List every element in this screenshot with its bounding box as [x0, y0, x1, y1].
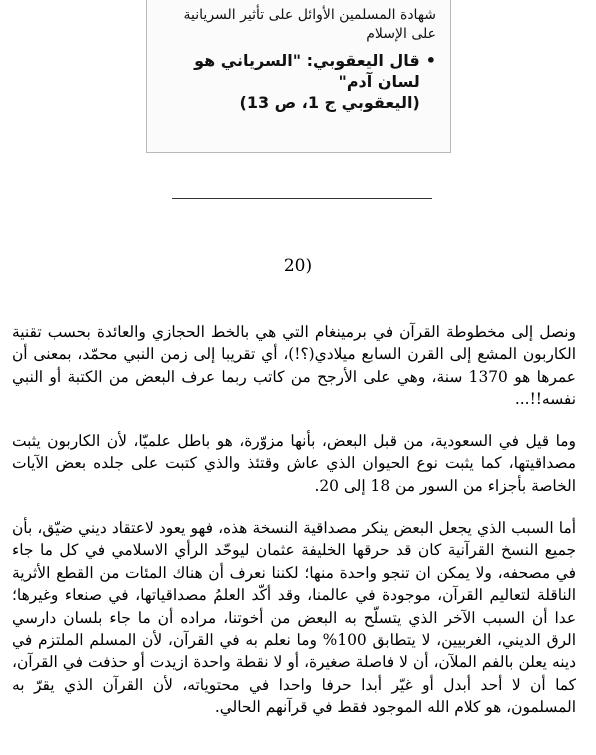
bullet-dot-icon: •	[425, 51, 436, 70]
slide-heading: شهادة المسلمين الأوائل على تأثير السريانية على الإسلام	[183, 7, 436, 42]
bullet-text	[157, 50, 420, 113]
page-number: (20	[283, 256, 313, 276]
paragraph-3: أما السبب الذي يجعل البعض ينكر مصداقية النسخة هذه، فهو يعود لاعتقاد ديني ضيّق، بأن جميع النسخ القرآنية كان قد حرقها الخليفة عثمان ليوحّد الرأي الاسلامي في كل ما جاء في مصحفه، ولا يمكن ان تنجو واحدة منها؛ لكننا نعرف أن هناك المئات من القطع الأثرية الناقلة لتعاليم القرآن، موجودة في عالمنا، وقد أكّد العلمُ مصداقياتها، في صنعاء وغيرها؛ عدا أن السبب الآخر الذي يتسلّح به البعض من أخوتنا، مراده أن ما جاء بلسان دارسي الرق الديني، الغربيين، لا يتطابق 100% وما نعلم به في القرآن، لأن المسلم الملتزم في دينه يعلن بالفم الملآن، أن لا فاصلة صغيرة، أو لا نقطة واحدة ازيدت أو حذفت في القرآن، كما أن لا أحد أبدل أو غيّر أبدا حرفا واحدا في محتوياته، لأن القرآن الذي يقرّ به المسلمون، هو كلام الله الموجود فقط في قرآنهم الحالي.	[12, 519, 576, 717]
paragraph-1: ونصل إلى مخطوطة القرآن في برمينغام التي هي بالخط الحجازي والعائدة بحسب تقنية الكاربون المشع إلى القرن السابع ميلادي(؟!)، أي تقريبا إلى زمن النبي محمّد، بمعنى أن عمرها هو 1370 سنة، وهي على الأرجح من كاتب ربما عرف البعض من الكتبة أو النبي نفسه!!...	[12, 323, 576, 409]
footnote-separator	[172, 198, 432, 199]
slide-bullet	[157, 50, 436, 113]
bullet-quote: قال اليعقوبي: "السرياني هو لسان آدم"	[194, 51, 420, 91]
paragraph-2: وما قيل في السعودية، من قبل البعض، بأنها مزوّرة، هو باطل علميّا، لأن الكاربون يثبت مصداقيتها، كما يثبت نوع الحيوان الذي عاش وقتئذ والذي كتبت على جلده بعض الآيات الخاصة بأجزاء من السور من 18 إلى 20.	[12, 432, 576, 495]
bullet-citation: (اليعقوبي ج 1، ص 13)	[239, 93, 420, 112]
embedded-slide	[146, 0, 451, 153]
